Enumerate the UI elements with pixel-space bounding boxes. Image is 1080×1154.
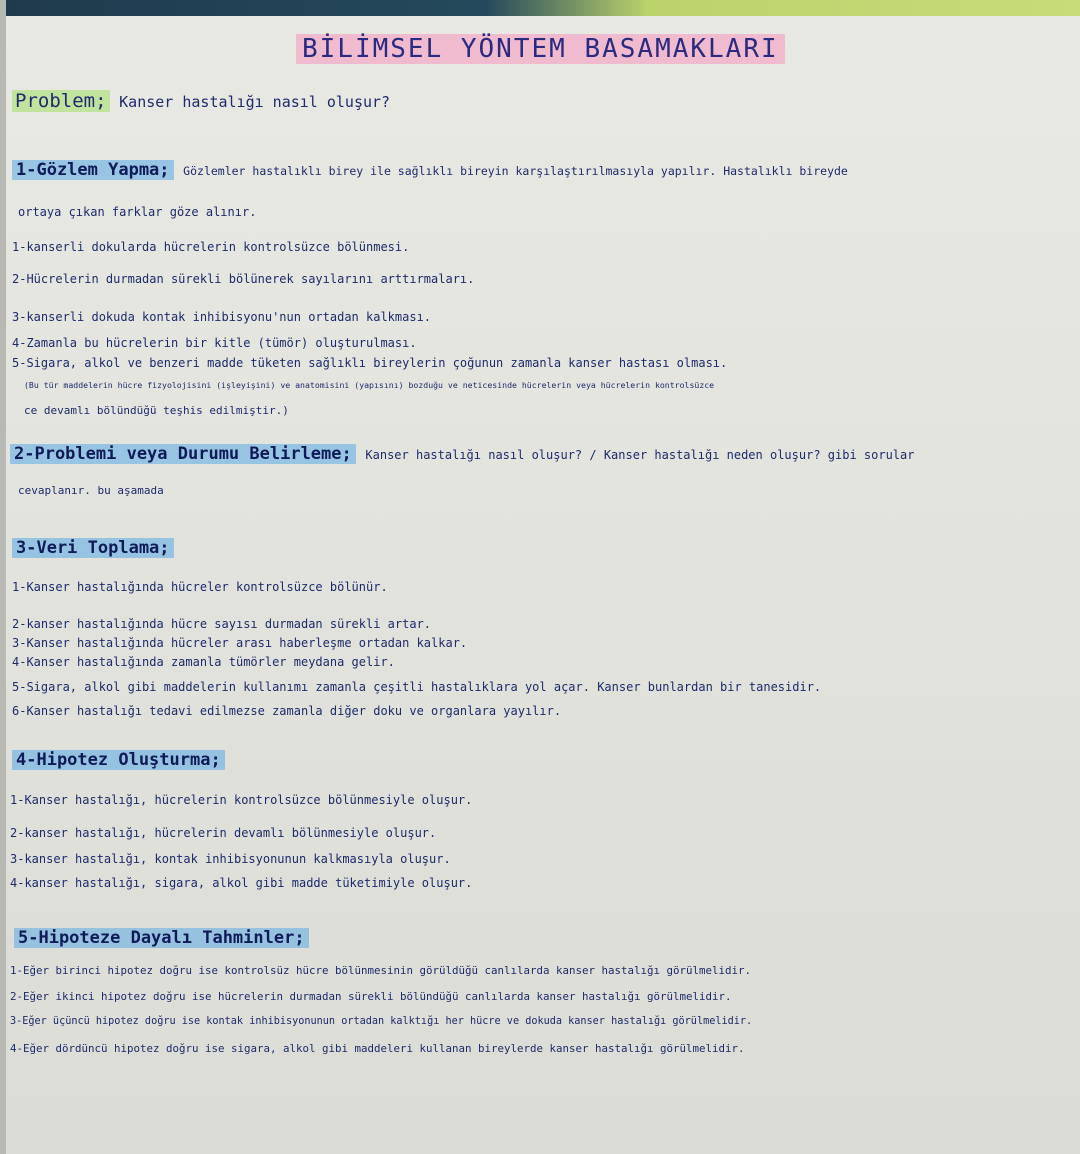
- list-item: 1-kanserli dokularda hücrelerin kontrolsüzce bölünmesi.: [12, 240, 410, 254]
- list-item: 4-Zamanla bu hücrelerin bir kitle (tümör) oluşturulması.: [12, 336, 417, 350]
- section-heading: 2-Problemi veya Durumu Belirleme;: [10, 444, 356, 464]
- list-item: 3-kanserli dokuda kontak inhibisyonu'nun ortadan kalkması.: [12, 310, 432, 324]
- list-item-note: (Bu tür maddelerin hücre fizyolojisini (işleyişini) ve anatomisini (yapısını) bozduğu ve neticesinde hücrelerin veya hücrelerin kontrolsüzce: [24, 380, 715, 390]
- list-item: 1-Eğer birinci hipotez doğru ise kontrolsüz hücre bölünmesinin görüldüğü canlılarda kanser hastalığı görülmelidir.: [10, 964, 752, 977]
- list-item: 3-kanser hastalığı, kontak inhibisyonunun kalkmasıyla oluşur.: [10, 852, 451, 866]
- list-item: 5-Sigara, alkol ve benzeri madde tüketen sağlıklı bireylerin çoğunun zamanla kanser hastası olması.: [12, 356, 728, 370]
- section-intro-continued: ortaya çıkan farklar göze alınır.: [18, 205, 257, 219]
- list-item: 4-Eğer dördüncü hipotez doğru ise sigara, alkol gibi maddeleri kullanan bireylerde kanser hastalığı görülmelidir.: [10, 1042, 745, 1055]
- list-item: 2-Hücrelerin durmadan sürekli bölünerek sayılarını arttırmaları.: [12, 272, 475, 286]
- list-item: 4-kanser hastalığı, sigara, alkol gibi madde tüketimiyle oluşur.: [10, 876, 473, 890]
- section-heading: 1-Gözlem Yapma;: [12, 160, 174, 180]
- section-intro: Kanser hastalığı nasıl oluşur? / Kanser hastalığı neden oluşur? gibi sorular: [365, 448, 915, 462]
- list-item: 2-kanser hastalığında hücre sayısı durmadan sürekli artar.: [12, 617, 432, 631]
- section-4-heading: 4-Hipotez Oluşturma;: [12, 750, 225, 770]
- list-item: 2-kanser hastalığı, hücrelerin devamlı bölünmesiyle oluşur.: [10, 826, 437, 840]
- list-item: 6-Kanser hastalığı tedavi edilmezse zamanla diğer doku ve organlara yayılır.: [12, 704, 562, 718]
- list-item: 5-Sigara, alkol gibi maddelerin kullanımı zamanla çeşitli hastalıklara yol açar. Kanser bunlardan bir tanesidir.: [12, 680, 822, 694]
- list-item: 1-Kanser hastalığında hücreler kontrolsüzce bölünür.: [12, 580, 388, 594]
- section-1-heading-line: [12, 160, 848, 180]
- list-item: 1-Kanser hastalığı, hücrelerin kontrolsüzce bölünmesiyle oluşur.: [10, 793, 473, 807]
- problem-label: Problem;: [12, 90, 110, 112]
- top-edge-background: [0, 0, 1080, 16]
- list-item: 3-Eğer üçüncü hipotez doğru ise kontak inhibisyonunun ortadan kalktığı her hücre ve dokuda kanser hastalığı görülmelidir.: [10, 1016, 753, 1027]
- list-item: 3-Kanser hastalığında hücreler arası haberleşme ortadan kalkar.: [12, 636, 468, 650]
- section-intro: Gözlemler hastalıklı birey ile sağlıklı bireyin karşılaştırılmasıyla yapılır. Hastalıklı bireyde: [183, 164, 848, 178]
- section-5-heading: 5-Hipoteze Dayalı Tahminler;: [14, 928, 309, 948]
- page-left-edge: [0, 0, 6, 1154]
- problem-question: Kanser hastalığı nasıl oluşur?: [119, 93, 391, 111]
- section-intro-continued: cevaplanır. bu aşamada: [18, 484, 164, 497]
- list-item: 4-Kanser hastalığında zamanla tümörler meydana gelir.: [12, 655, 395, 669]
- page-title: BİLİMSEL YÖNTEM BASAMAKLARI: [296, 34, 785, 64]
- section-3-heading: 3-Veri Toplama;: [12, 538, 174, 558]
- section-2-heading-line: [10, 444, 914, 464]
- list-item: 2-Eğer ikinci hipotez doğru ise hücrelerin durmadan sürekli bölündüğü canlılarda kanser hastalığı görülmelidir.: [10, 990, 732, 1003]
- list-item-note-continued: ce devamlı bölündüğü teşhis edilmiştir.): [24, 404, 289, 417]
- problem-line: [12, 90, 390, 112]
